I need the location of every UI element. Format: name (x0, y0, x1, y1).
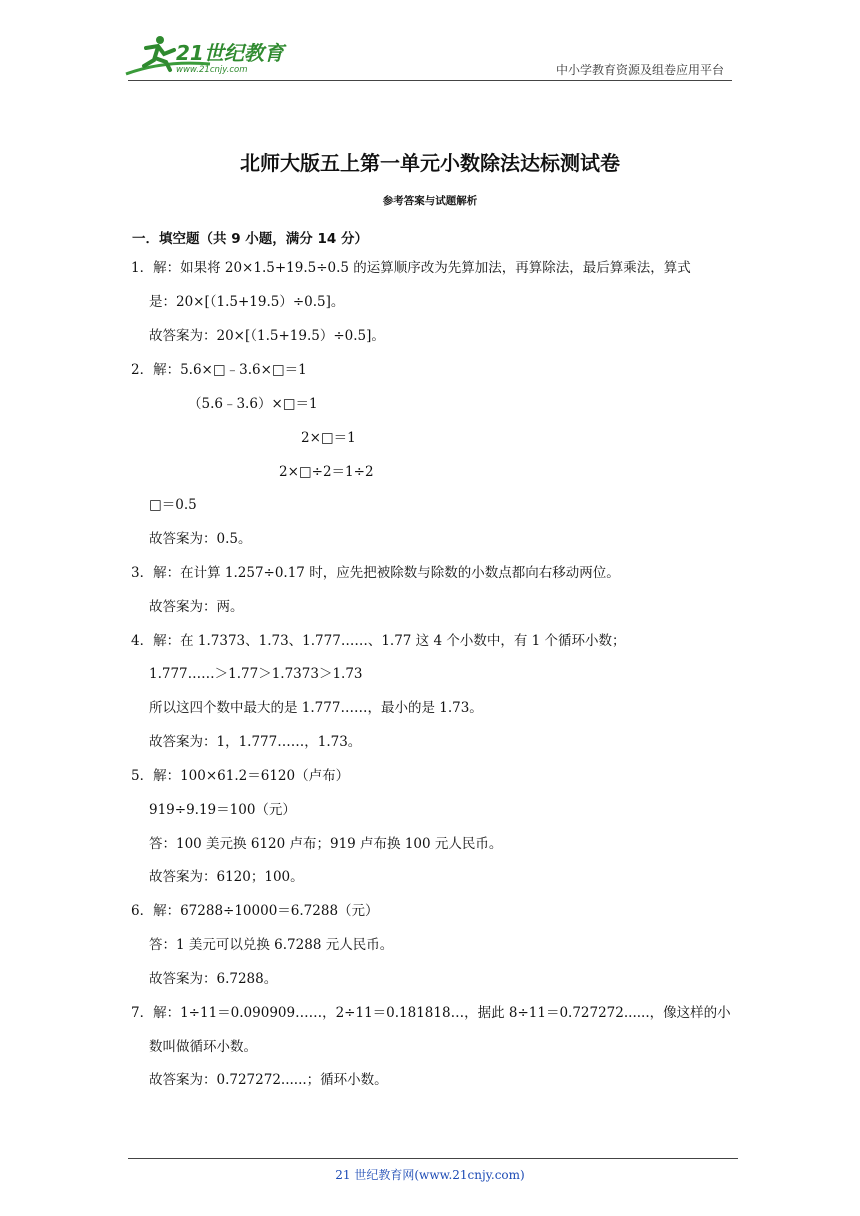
answer-line: 5．解：100×61.2＝6120（卢布） (131, 768, 350, 784)
answer-line: 1.777……＞1.77＞1.7373＞1.73 (149, 666, 363, 682)
header-platform-text: 中小学教育资源及组卷应用平台 (555, 63, 724, 77)
answer-line: 故答案为：两。 (149, 599, 244, 615)
answer-line: 是：20×[（1.5+19.5）÷0.5]。 (149, 294, 345, 310)
footer-divider (128, 1158, 738, 1159)
answer-line: 答：100 美元换 6120 卢布；919 卢布换 100 元人民币。 (149, 836, 503, 852)
runner-logo-icon (124, 30, 292, 80)
answer-line: 故答案为：1，1.777……，1.73。 (149, 734, 362, 750)
brand-logo (124, 30, 292, 80)
answer-line: 故答案为：0.727272......；循环小数。 (149, 1072, 388, 1088)
answer-line: 3．解：在计算 1.257÷0.17 时，应先把被除数与除数的小数点都向右移动两位。 (131, 565, 620, 581)
answer-line: 6．解：67288÷10000＝6.7288（元） (131, 903, 379, 919)
answer-line: 2×□＝1 (301, 430, 356, 446)
answer-line: □＝0.5 (149, 497, 197, 513)
answer-line: 故答案为：6.7288。 (149, 971, 278, 987)
answer-line: 答：1 美元可以兑换 6.7288 元人民币。 (149, 937, 394, 953)
page-subtitle: 参考答案与试题解析 (382, 195, 478, 207)
answer-line: 数叫做循环小数。 (149, 1039, 257, 1055)
footer-link[interactable]: 21 世纪教育网(www.21cnjy.com) (335, 1168, 525, 1182)
answer-line: 4．解：在 1.7373、1.73、1.777……、1.77 这 4 个小数中，有 1 个循环小数； (131, 633, 626, 649)
answer-line: 1．解：如果将 20×1.5+19.5÷0.5 的运算顺序改为先算加法，再算除法，最后算乘法，算式 (131, 260, 691, 276)
answer-line: 故答案为：0.5。 (149, 531, 252, 547)
header-divider (128, 80, 732, 81)
answer-line: 故答案为：6120；100。 (149, 869, 304, 885)
page-title: 北师大版五上第一单元小数除法达标测试卷 (240, 151, 620, 175)
answer-line: 2×□÷2＝1÷2 (279, 464, 374, 480)
answer-line: 7．解：1÷11＝0.090909……，2÷11＝0.181818…，据此 8÷11＝0.727272......，像这样的小 (131, 1005, 731, 1021)
logo-url: www.21cnjy.com (176, 65, 248, 75)
logo-name: 21世纪教育 (176, 41, 284, 65)
answer-line: 919÷9.19＝100（元） (149, 802, 296, 818)
answer-line: 所以这四个数中最大的是 1.777……，最小的是 1.73。 (149, 700, 483, 716)
section-heading: 一．填空题（共 9 小题，满分 14 分） (132, 231, 368, 247)
answer-line: （5.6﹣3.6）×□＝1 (188, 396, 318, 412)
answer-line: 2．解：5.6×□﹣3.6×□＝1 (131, 362, 307, 378)
answer-line: 故答案为：20×[（1.5+19.5）÷0.5]。 (149, 328, 385, 344)
